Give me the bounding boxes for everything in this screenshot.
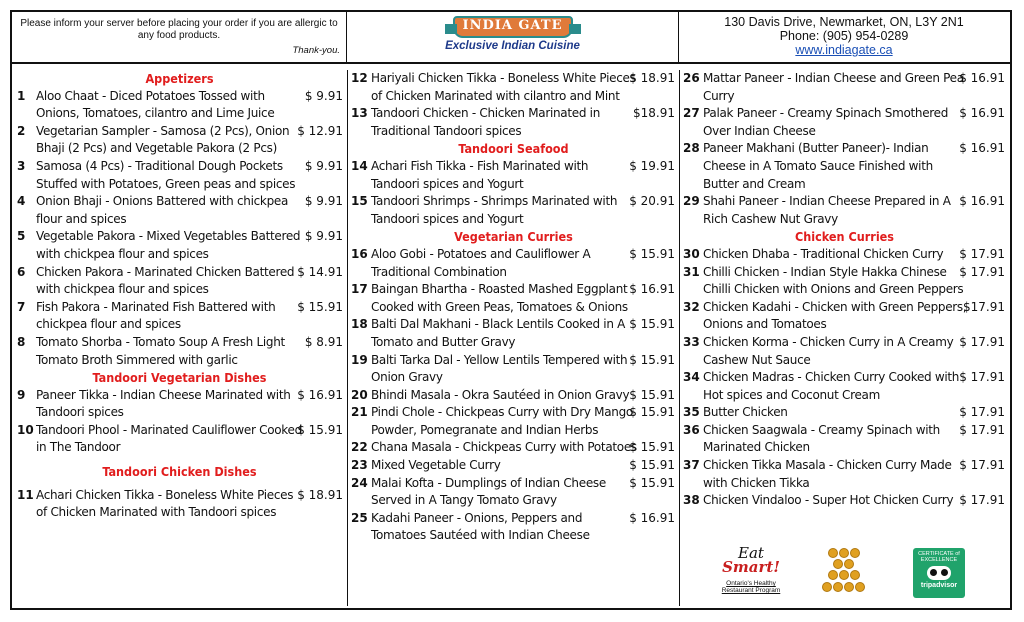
item-number: 21 — [351, 405, 368, 420]
menu-item — [348, 105, 679, 140]
item-number: 23 — [351, 458, 368, 473]
menu-item — [680, 422, 1009, 457]
menu-item — [680, 140, 1009, 193]
menu-item — [348, 70, 679, 105]
item-number: 17 — [351, 282, 368, 297]
item-number: 3 — [17, 158, 26, 173]
menu-item — [12, 264, 347, 299]
menu-item — [680, 334, 1009, 369]
eat-smart-badge — [716, 546, 786, 594]
item-number: 18 — [351, 317, 368, 332]
item-price: $ 15.91 — [629, 475, 675, 490]
menu-item — [680, 105, 1009, 140]
medal-icon — [839, 570, 849, 580]
item-price: $ 18.91 — [629, 71, 675, 85]
item-description: Chicken Kadahi - Chicken with Green Peppers, Onions and Tomatoes — [703, 299, 967, 332]
item-price: $ 9.91 — [304, 88, 343, 103]
item-price: $ 15.91 — [629, 246, 675, 261]
item-price: $ 8.91 — [304, 334, 343, 349]
item-price: $18.91 — [633, 106, 675, 121]
menu-item — [348, 457, 679, 475]
menu-item — [12, 123, 347, 158]
item-price: $ 17.91 — [959, 458, 1005, 473]
item-price: $ 9.91 — [304, 158, 343, 173]
eat-smart-word-1: Eat — [738, 544, 764, 562]
item-description: Aloo Chaat - Diced Potatoes Tossed with Onions, Tomatoes, cilantro and Lime Juice — [36, 88, 275, 121]
item-number: 16 — [351, 246, 368, 261]
item-number: 10 — [17, 422, 34, 437]
item-description: Mattar Paneer - Indian Cheese and Green Pea Curry — [703, 71, 964, 103]
item-number: 31 — [683, 264, 700, 279]
item-number: 29 — [683, 194, 700, 209]
item-number: 36 — [683, 422, 700, 437]
item-description: Paneer Makhani (Butter Paneer)- Indian Cheese in A Tomato Sauce Finished with Butter and Cream — [703, 141, 933, 191]
menu-item — [348, 316, 679, 351]
item-number: 15 — [351, 194, 368, 209]
item-price: $ 14.91 — [297, 264, 343, 279]
contact-cell — [679, 12, 1009, 62]
item-number: 6 — [17, 264, 26, 279]
menu-item — [12, 88, 347, 123]
item-number: 1 — [17, 88, 26, 103]
item-description: Chicken Saagwala - Creamy Spinach with Marinated Chicken — [703, 422, 940, 455]
item-number: 35 — [683, 405, 700, 420]
menu-item — [680, 246, 1009, 264]
item-price: $ 16.91 — [629, 282, 675, 297]
item-number: 5 — [17, 229, 26, 244]
item-number: 24 — [351, 475, 368, 490]
medal-icon — [844, 582, 854, 592]
item-description: Malai Kofta - Dumplings of Indian Cheese Served in A Tangy Tomato Gravy — [371, 475, 606, 508]
item-price: $ 15.91 — [297, 299, 343, 314]
item-price: $ 17.91 — [959, 370, 1005, 385]
item-description: Vegetarian Sampler - Samosa (2 Pcs), Onion Bhaji (2 Pcs) and Vegetable Pakora (2 Pcs) — [36, 123, 290, 156]
item-description: Kadahi Paneer - Onions, Peppers and Tomatoes Sautéed with Indian Cheese — [371, 510, 590, 543]
item-description: Chicken Dhaba - Traditional Chicken Curry — [703, 246, 944, 261]
menu-item — [12, 334, 347, 369]
menu-item — [680, 70, 1009, 105]
medal-icon — [844, 559, 854, 569]
item-description: Tomato Shorba - Tomato Soup A Fresh Light Tomato Broth Simmered with garlic — [36, 334, 285, 367]
eat-smart-word-2: Smart! — [722, 558, 780, 576]
website-link[interactable]: www.indiagate.ca — [795, 43, 893, 57]
medal-icon — [828, 548, 838, 558]
item-number: 34 — [683, 370, 700, 385]
tripadvisor-name: tripadvisor — [920, 582, 958, 589]
item-description: Hariyali Chicken Tikka - Boneless White Pieces of Chicken Marinated with cilantro and Mint — [371, 71, 636, 103]
item-number: 8 — [17, 334, 26, 349]
item-number: 32 — [683, 299, 700, 314]
section-chicken-curries: Chicken Curries — [795, 229, 894, 245]
item-description: Balti Tarka Dal - Yellow Lentils Tempered with Onion Gravy — [371, 352, 628, 385]
item-price: $ 9.91 — [304, 229, 343, 244]
item-description: Tandoori Phool - Marinated Cauliflower Cooked in The Tandoor — [36, 422, 302, 455]
medal-icon — [833, 582, 843, 592]
item-price: $ 9.91 — [304, 194, 343, 209]
allergy-notice-cell — [12, 12, 347, 62]
item-description: Aloo Gobi - Potatoes and Cauliflower A Traditional Combination — [371, 246, 591, 279]
medal-icon — [855, 582, 865, 592]
medal-icon — [833, 559, 843, 569]
medal-icon — [850, 548, 860, 558]
tripadvisor-badge — [913, 548, 965, 598]
allergy-notice: Please inform your server before placing your order if you are allergic to any food products. — [20, 18, 338, 41]
item-description: Chicken Korma - Chicken Curry in A Creamy Cashew Nut Sauce — [703, 334, 954, 367]
item-description: Butter Chicken — [703, 405, 788, 420]
item-number: 12 — [351, 71, 368, 85]
section-tandoori-chicken: Tandoori Chicken Dishes — [102, 464, 257, 480]
section-tandoori-vegetarian: Tandoori Vegetarian Dishes — [92, 370, 267, 386]
item-price: $ 15.91 — [629, 458, 675, 473]
item-price: $ 15.91 — [629, 387, 675, 402]
section-appetizers: Appetizers — [145, 71, 214, 86]
item-description: Pindi Chole - Chickpeas Curry with Dry Mango Powder, Pomegranate and Indian Herbs — [371, 405, 633, 437]
menu-item — [348, 281, 679, 316]
logo-text: INDIA GATE — [462, 18, 563, 33]
menu-item — [348, 352, 679, 387]
item-description: Chilli Chicken - Indian Style Hakka Chinese Chilli Chicken with Onions and Green Peppers — [703, 264, 964, 297]
item-number: 2 — [17, 123, 26, 138]
menu-item — [12, 158, 347, 193]
item-price: $ 18.91 — [297, 487, 343, 502]
item-number: 13 — [351, 106, 368, 121]
menu-header — [12, 12, 1010, 64]
item-number: 25 — [351, 510, 368, 525]
item-price: $ 12.91 — [297, 123, 343, 138]
menu-item — [348, 387, 679, 405]
menu-column-3 — [679, 70, 1009, 606]
item-price: $ 15.91 — [297, 422, 343, 437]
menu-item — [680, 264, 1009, 299]
tagline: Exclusive Indian Cuisine — [445, 40, 580, 52]
item-number: 38 — [683, 493, 700, 508]
item-number: 28 — [683, 141, 700, 156]
menu-item — [348, 246, 679, 281]
item-number: 20 — [351, 387, 368, 402]
tripadvisor-owl-icon — [927, 566, 951, 580]
item-number: 9 — [17, 387, 26, 402]
menu-item — [680, 457, 1009, 492]
item-number: 11 — [17, 487, 34, 502]
item-description: Achari Chicken Tikka - Boneless White Pieces of Chicken Marinated with Tandoori spices — [36, 487, 294, 520]
item-description: Onion Bhaji - Onions Battered with chickpea flour and spices — [36, 194, 289, 226]
item-number: 14 — [351, 158, 368, 173]
item-description: Tandoori Chicken - Chicken Marinated in Traditional Tandoori spices — [371, 106, 601, 138]
item-price: $ 16.91 — [297, 387, 343, 402]
menu-column-1 — [12, 70, 347, 606]
menu-item — [12, 487, 347, 522]
item-price: $ 17.91 — [959, 264, 1005, 279]
item-number: 27 — [683, 106, 700, 121]
item-price: $ 16.91 — [959, 71, 1005, 85]
item-description: Chicken Tikka Masala - Chicken Curry Made with Chicken Tikka — [703, 458, 952, 490]
menu-item — [348, 193, 679, 228]
item-description: Chicken Pakora - Marinated Chicken Battered with chickpea flour and spices — [36, 264, 295, 297]
logo-cell — [347, 12, 679, 62]
menu-item — [680, 404, 1009, 422]
item-price: $ 15.91 — [629, 352, 675, 367]
menu-column-2 — [347, 70, 679, 606]
item-number: 37 — [683, 458, 700, 473]
item-price: $ 15.91 — [629, 405, 675, 420]
item-price: $ 16.91 — [959, 141, 1005, 156]
item-price: $17.91 — [963, 299, 1005, 314]
menu-item — [12, 193, 347, 228]
item-price: $ 17.91 — [959, 334, 1005, 349]
item-number: 26 — [683, 71, 700, 85]
badges-row — [680, 546, 1009, 602]
item-number: 22 — [351, 440, 368, 455]
item-number: 4 — [17, 194, 26, 209]
item-price: $ 16.91 — [959, 106, 1005, 121]
item-description: Chicken Vindaloo - Super Hot Chicken Curry — [703, 493, 954, 508]
menu-item — [680, 369, 1009, 404]
item-description: Bhindi Masala - Okra Sautéed in Onion Gravy — [371, 387, 630, 402]
medal-icon — [822, 582, 832, 592]
item-price: $ 15.91 — [629, 317, 675, 332]
eat-smart-logo — [716, 546, 786, 574]
item-description: Mixed Vegetable Curry — [371, 458, 501, 473]
address: 130 Davis Drive, Newmarket, ON, L3Y 2N1 — [724, 15, 964, 29]
section-vegetarian-curries: Vegetarian Curries — [454, 229, 573, 245]
menu-frame — [10, 10, 1012, 610]
item-number: 33 — [683, 334, 700, 349]
menu-item — [348, 475, 679, 510]
item-price: $ 17.91 — [959, 246, 1005, 261]
award-medals-icon — [820, 548, 868, 596]
item-description: Paneer Tikka - Indian Cheese Marinated with Tandoori spices — [36, 387, 291, 420]
item-price: $ 17.91 — [959, 405, 1005, 420]
menu-item — [12, 387, 347, 422]
menu-item — [348, 158, 679, 193]
tripadvisor-certificate-text: CERTIFICATE of EXCELLENCE — [918, 551, 960, 563]
item-price: $ 16.91 — [959, 194, 1005, 209]
item-description: Samosa (4 Pcs) - Traditional Dough Pockets Stuffed with Potatoes, Green peas and spices — [36, 158, 296, 191]
item-description: Chicken Madras - Chicken Curry Cooked with Hot spices and Coconut Cream — [703, 370, 960, 402]
menu-item — [680, 492, 1009, 510]
item-description: Chana Masala - Chickpeas Curry with Potatoes — [371, 440, 637, 455]
item-description: Balti Dal Makhani - Black Lentils Cooked in A Tomato and Butter Gravy — [371, 317, 626, 349]
item-price: $ 15.91 — [629, 440, 675, 455]
menu-item — [348, 404, 679, 439]
item-number: 19 — [351, 352, 368, 367]
eat-smart-caption: Ontario's Healthy Restaurant Program — [721, 580, 781, 594]
item-description: Baingan Bhartha - Roasted Mashed Eggplant Cooked with Green Peas, Tomatoes & Onions — [371, 282, 628, 314]
item-price: $ 17.91 — [959, 422, 1005, 437]
item-description: Achari Fish Tikka - Fish Marinated with Tandoori spices and Yogurt — [371, 158, 589, 191]
item-description: Tandoori Shrimps - Shrimps Marinated with Tandoori spices and Yogurt — [371, 194, 618, 226]
menu-item — [680, 299, 1009, 334]
item-price: $ 17.91 — [959, 493, 1005, 508]
item-description: Shahi Paneer - Indian Cheese Prepared in A Rich Cashew Nut Gravy — [703, 194, 951, 226]
menu-item — [12, 422, 347, 457]
item-number: 7 — [17, 299, 26, 314]
india-gate-logo — [453, 16, 573, 38]
thank-you-note: Thank-you. — [292, 45, 340, 56]
menu-item — [348, 510, 679, 545]
item-price: $ 16.91 — [629, 510, 675, 525]
item-description: Vegetable Pakora - Mixed Vegetables Battered with chickpea flour and spices — [36, 229, 301, 261]
item-number: 30 — [683, 246, 700, 261]
medal-icon — [828, 570, 838, 580]
menu-item — [12, 228, 347, 263]
item-price: $ 19.91 — [629, 158, 675, 173]
phone: Phone: (905) 954-0289 — [779, 29, 909, 43]
menu-item — [348, 439, 679, 457]
item-description: Fish Pakora - Marinated Fish Battered with chickpea flour and spices — [36, 299, 276, 332]
item-price: $ 20.91 — [629, 194, 675, 209]
item-description: Palak Paneer - Creamy Spinach Smothered Over Indian Cheese — [703, 106, 949, 138]
menu-item — [680, 193, 1009, 228]
menu-item — [12, 299, 347, 334]
medal-icon — [839, 548, 849, 558]
section-tandoori-seafood: Tandoori Seafood — [458, 141, 569, 157]
medal-icon — [850, 570, 860, 580]
